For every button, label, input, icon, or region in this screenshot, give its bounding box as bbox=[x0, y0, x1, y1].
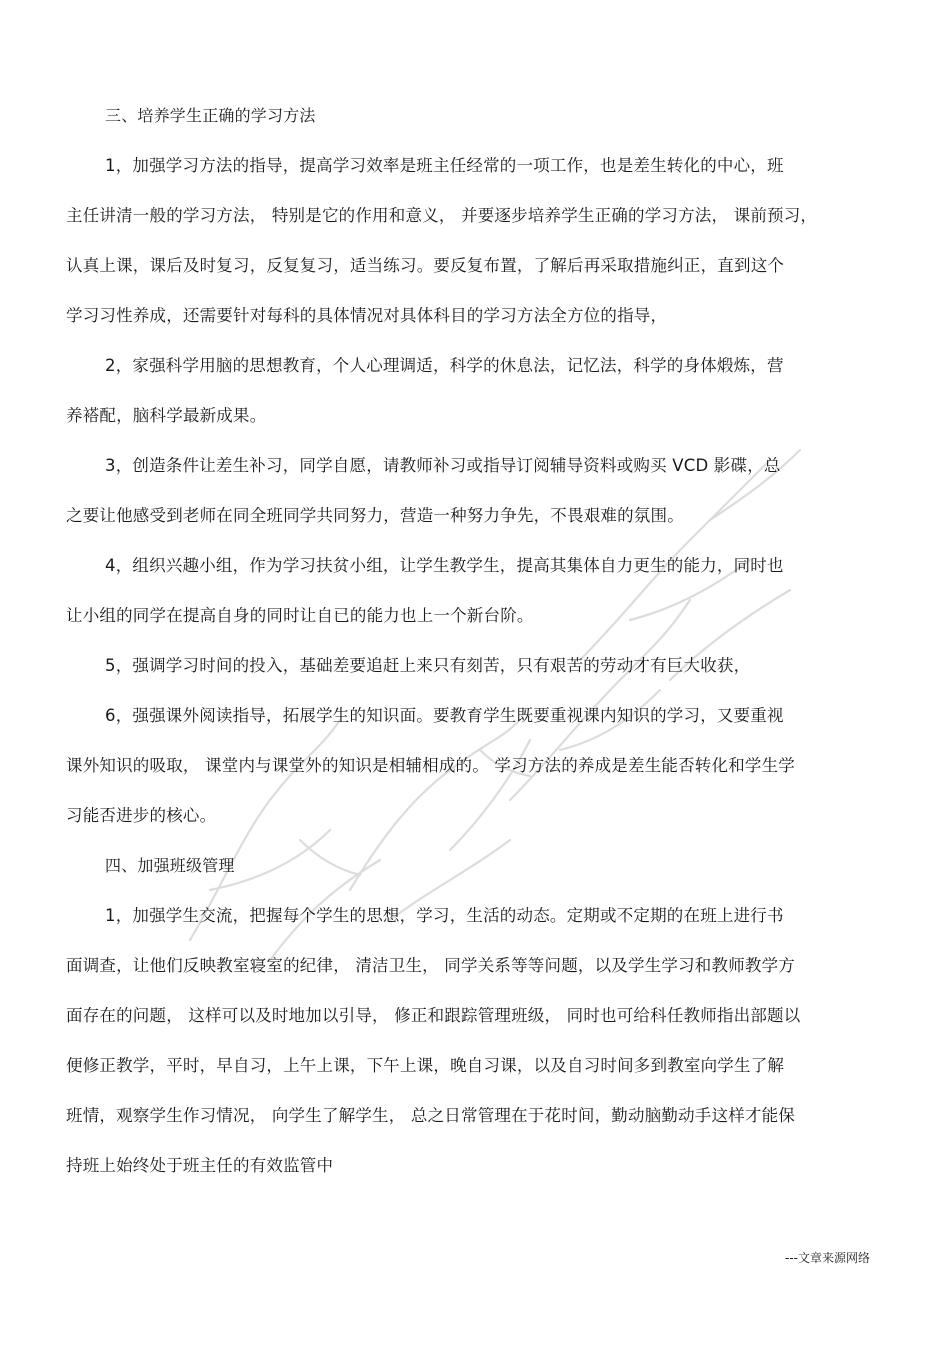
paragraph-line: 面调查，让他们反映教室寝室的纪律， 清洁卫生， 同学关系等等问题，以及学生学习和教师教学方 bbox=[66, 956, 795, 975]
paragraph-line: 4，组织兴趣小组，作为学习扶贫小组，让学生教学生，提高其集体自力更生的能力，同时也 bbox=[105, 556, 784, 575]
paragraph-line: 持班上始终处于班主任的有效监管中 bbox=[66, 1156, 334, 1175]
paragraph-line: 6，强强课外阅读指导，拓展学生的知识面。要教育学生既要重视课内知识的学习，又要重视 bbox=[105, 706, 784, 725]
section-heading-3: 三、培养学生正确的学习方法 bbox=[105, 106, 316, 125]
paragraph-line: 5，强调学习时间的投入，基础差要追赶上来只有刻苦，只有艰苦的劳动才有巨大收获， bbox=[105, 656, 751, 675]
paragraph-line: 认真上课，课后及时复习，反复复习，适当练习。要反复布置，了解后再采取措施纠正，直到这个 bbox=[66, 256, 785, 275]
paragraph-line: 2，家强科学用脑的思想教育，个人心理调适，科学的休息法，记忆法，科学的身体煅炼，营 bbox=[105, 356, 784, 375]
paragraph-line: 班情，观察学生作习情况， 向学生了解学生， 总之日常管理在于花时间，勤动脑勤动手这样才能保 bbox=[66, 1106, 795, 1125]
paragraph-line: 习能否进步的核心。 bbox=[66, 806, 217, 825]
paragraph-line: 1，加强学生交流，把握每个学生的思想，学习，生活的动态。定期或不定期的在班上进行书 bbox=[105, 906, 784, 925]
paragraph-line: 学习习性养成，还需要针对每科的具体情况对具体科目的学习方法全方位的指导， bbox=[66, 306, 668, 325]
paragraph-line: 面存在的问题， 这样可以及时地加以引导， 修正和跟踪管理班级， 同时也可给科任教师指出部题以 bbox=[66, 1006, 801, 1025]
paragraph-line: 3，创造条件让差生补习，同学自愿，请教师补习或指导订阅辅导资料或购买 VCD 影碟，总 bbox=[105, 456, 781, 475]
paragraph-line: 便修正教学，平时，早自习，上午上课，下午上课，晚自习课，以及自习时间多到教室向学生了解 bbox=[66, 1056, 785, 1075]
paragraph-line: 主任讲清一般的学习方法， 特别是它的作用和意义， 并要逐步培养学生正确的学习方法， 课前预习， bbox=[66, 206, 818, 225]
paragraph-line: 养褡配，脑科学最新成果。 bbox=[66, 406, 267, 425]
section-heading-4: 四、加强班级管理 bbox=[105, 856, 235, 875]
paragraph-line: 让小组的同学在提高自身的同时让自已的能力也上一个新台阶。 bbox=[66, 606, 534, 625]
paragraph-line: 课外知识的吸取， 课堂内与课堂外的知识是相辅相成的。 学习方法的养成是差生能否转化和学生学 bbox=[66, 756, 795, 775]
source-footer: ---文章来源网络 bbox=[785, 1251, 870, 1265]
paragraph-line: 1，加强学习方法的指导，提高学习效率是班主任经常的一项工作，也是差生转化的中心，班 bbox=[105, 156, 784, 175]
paragraph-line: 之要让他感受到老师在同全班同学共同努力，营造一种努力争先，不畏艰难的氛围。 bbox=[66, 506, 684, 525]
